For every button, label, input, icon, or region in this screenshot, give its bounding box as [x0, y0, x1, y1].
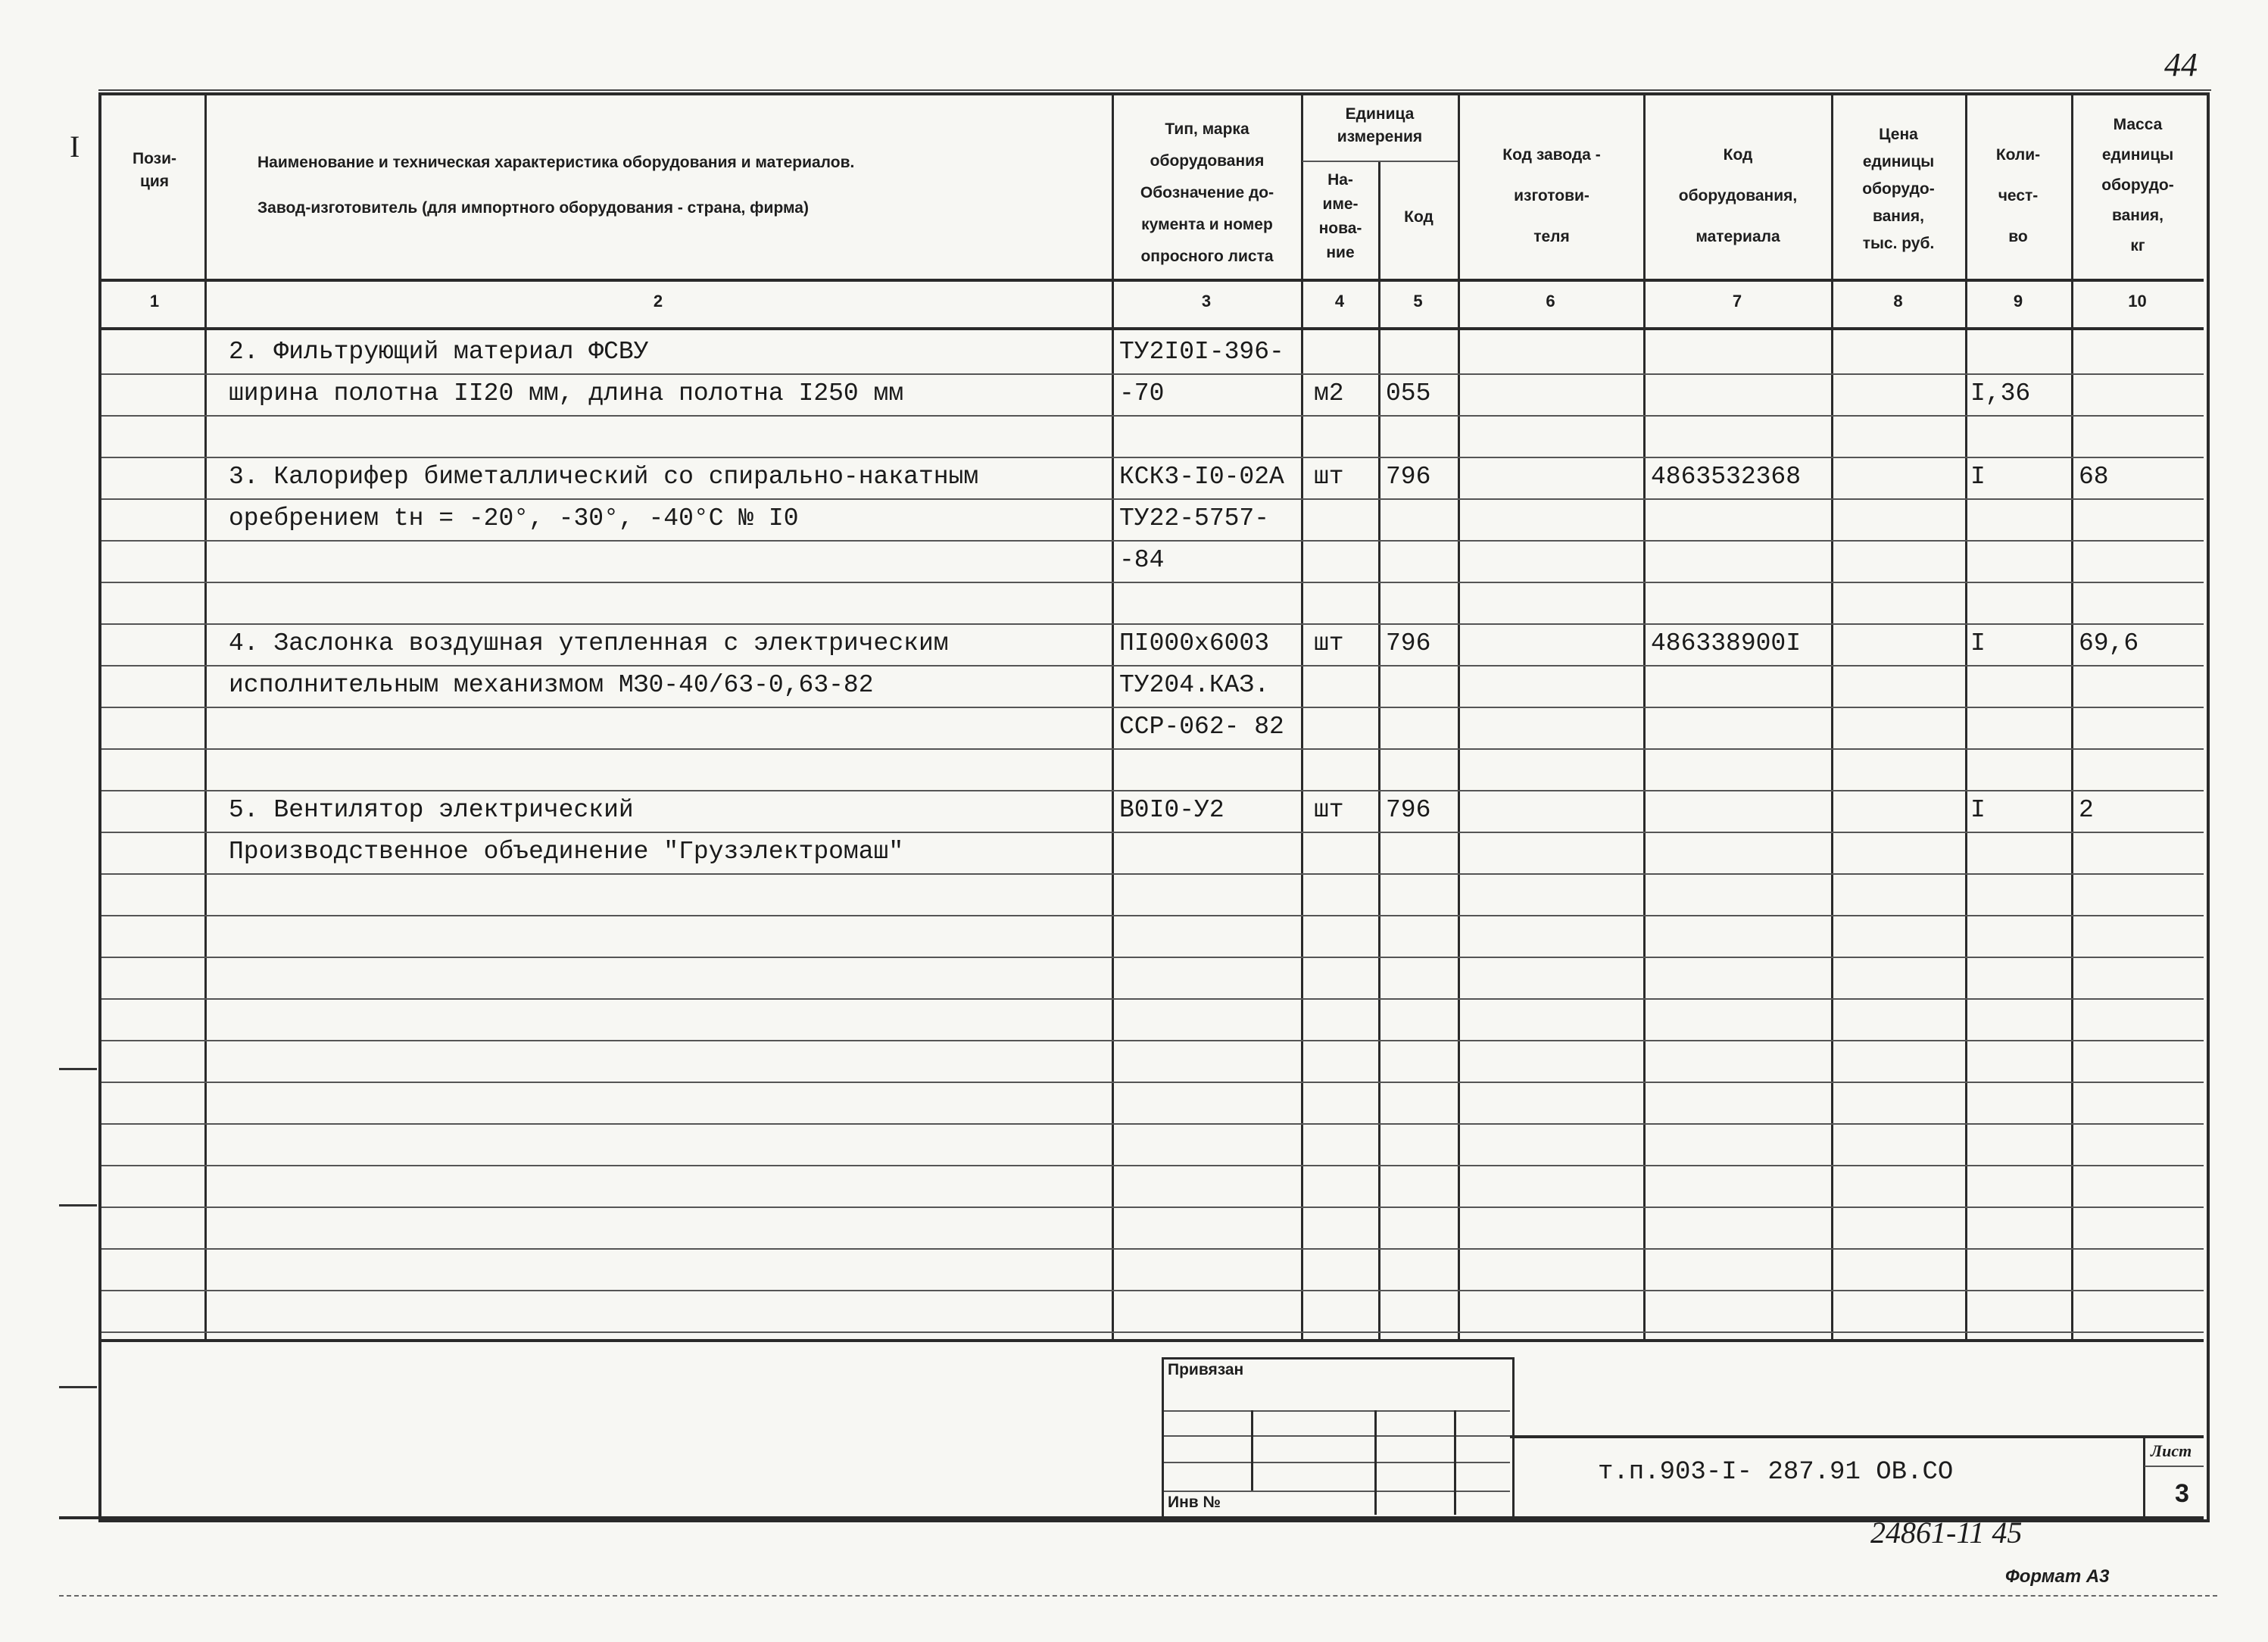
table-cell: 486338900I [1651, 629, 1802, 657]
margin-tick [59, 1386, 97, 1388]
table-cell: 5. Вентилятор электрический [229, 796, 634, 824]
table-cell: ТУ204.КАЗ. [1119, 671, 1270, 699]
table-cell: исполнительным механизмом МЗ0-40/63-0,63-82 [229, 671, 874, 699]
trim-line [59, 1595, 2217, 1597]
header-quantity: Коли- чест- во [1995, 146, 2041, 245]
table-cell: шт [1314, 796, 1344, 824]
col-divider [1643, 95, 1646, 1339]
inventory-label: Инв № [1168, 1494, 1221, 1511]
row-line [101, 1290, 2204, 1291]
stamp-top-line [1510, 1435, 2204, 1438]
sheet-divider [2143, 1435, 2145, 1516]
header-unit: Единица измерения [1337, 105, 1423, 145]
header-type: Тип, марка оборудования Обозначение до- кумента и номер опросного листа [1140, 120, 1274, 265]
row-line [101, 915, 2204, 916]
table-cell: ССР-062- 82 [1119, 713, 1284, 741]
table-cell: 2 [2079, 796, 2094, 824]
col-divider [2071, 95, 2073, 1339]
table-cell: 4863532368 [1651, 463, 1802, 491]
binding-divider [1164, 1491, 1510, 1492]
table-cell: шт [1314, 463, 1344, 491]
colnum: 7 [1732, 292, 1742, 311]
colnum: 4 [1334, 292, 1345, 311]
table-cell: 796 [1386, 796, 1431, 824]
table-cell: м2 [1314, 379, 1344, 407]
colnum: 3 [1201, 292, 1212, 311]
colnum: 9 [2013, 292, 2023, 311]
inventory-number: 24861-11 45 [1870, 1516, 2023, 1550]
table-cell: 4. Заслонка воздушная утепленная с электрическим [229, 629, 949, 657]
binding-label: Привязан [1168, 1361, 1244, 1378]
row-line [101, 1040, 2204, 1041]
binding-divider [1454, 1410, 1456, 1515]
table-cell: -70 [1119, 379, 1165, 407]
table-cell: ТУ22-5757- [1119, 504, 1270, 532]
table-cell: 68 [2079, 463, 2109, 491]
table-cell: 055 [1386, 379, 1431, 407]
binding-divider [1251, 1410, 1253, 1491]
table-cell: I [1970, 796, 1986, 824]
table-cell: I [1970, 629, 1986, 657]
table-cell: I [1970, 463, 1986, 491]
row-line [101, 790, 2204, 791]
header-mass: Масса единицы оборудо- вания, кг [2101, 116, 2174, 254]
page-number: 44 [2164, 46, 2198, 83]
colnum: 1 [149, 292, 160, 311]
col-divider [1831, 95, 1833, 1339]
paper-format: Формат А3 [2005, 1566, 2110, 1587]
row-line [101, 998, 2204, 1000]
sheet-divider [2145, 1466, 2204, 1467]
colnum: 8 [1893, 292, 1903, 311]
row-line [101, 1123, 2204, 1125]
binding-divider [1164, 1462, 1510, 1463]
table-cell: ширина полотна II20 мм, длина полотна I250 мм [229, 379, 904, 407]
sheet-label: Лист [2151, 1441, 2192, 1460]
row-line [101, 707, 2204, 708]
binding-divider [1164, 1435, 1510, 1437]
table-cell: оребрением tн = -20°, -30°, -40°С № I0 [229, 504, 799, 532]
table-cell: шт [1314, 629, 1344, 657]
roman-marker: I [70, 130, 80, 164]
row-line [101, 1165, 2204, 1166]
col-divider [1458, 95, 1460, 1339]
colnum-bottom-line [101, 327, 2204, 330]
col-divider [1301, 95, 1303, 1339]
row-line [101, 873, 2204, 875]
row-line [101, 832, 2204, 833]
colnum: 2 [653, 292, 663, 311]
colnum: 10 [2128, 292, 2147, 311]
unit-header-divider [1302, 161, 1458, 162]
row-line [101, 1082, 2204, 1083]
row-line [101, 457, 2204, 458]
row-line [101, 665, 2204, 666]
document-designation: т.п.903-I- 287.91 ОВ.СО [1598, 1458, 1954, 1487]
table-cell: ПI000х6003 [1119, 629, 1270, 657]
table-cell: Производственное объединение "Грузэлектромаш" [229, 838, 904, 866]
row-line [101, 1207, 2204, 1208]
table-cell: ТУ2I0I-396- [1119, 338, 1284, 366]
table-cell: 3. Калорифер биметаллический со спирально-накатным [229, 463, 979, 491]
binding-divider [1374, 1410, 1377, 1515]
header-bottom-line [101, 279, 2204, 282]
table-cell: 69,6 [2079, 629, 2139, 657]
row-line [101, 498, 2204, 500]
table-cell: -84 [1119, 546, 1165, 574]
header-price: Цена единицы оборудо- вания, тыс. руб. [1862, 126, 1935, 252]
row-line [101, 623, 2204, 625]
row-line [101, 957, 2204, 958]
sheet-number: 3 [2175, 1479, 2189, 1508]
table-bottom-line [101, 1339, 2204, 1342]
row-line [101, 540, 2204, 542]
header-equipment-code: Код оборудования, материала [1678, 146, 1798, 245]
col-divider [1112, 95, 1114, 1339]
binding-divider [1164, 1410, 1510, 1412]
table-cell: В0I0-У2 [1119, 796, 1224, 824]
row-line [101, 748, 2204, 750]
header-unit-code: Код [1404, 208, 1433, 226]
row-line [101, 582, 2204, 583]
row-line [101, 1331, 2204, 1333]
col-divider [1378, 162, 1380, 1339]
table-cell: 2. Фильтрующий материал ФСВУ [229, 338, 649, 366]
col-divider [1965, 95, 1967, 1339]
row-line [101, 415, 2204, 417]
col-divider [204, 95, 207, 1339]
table-cell: I,36 [1970, 379, 2031, 407]
header-maker-code: Код завода - изготови- теля [1502, 146, 1601, 245]
table-cell: 796 [1386, 629, 1431, 657]
header-position: Пози- ция [133, 150, 176, 190]
table-cell: КСК3-I0-02А [1119, 463, 1284, 491]
header-name: Наименование и техническая характеристика оборудования и материалов. Завод-изготовитель (для импортного оборудования - страна, фирма) [257, 154, 855, 217]
row-line [101, 373, 2204, 375]
table-cell: 796 [1386, 463, 1431, 491]
margin-tick [59, 1068, 97, 1070]
colnum: 6 [1546, 292, 1555, 311]
header-unit-name: На- име- нова- ние [1318, 171, 1362, 261]
margin-tick [59, 1204, 97, 1207]
colnum: 5 [1413, 292, 1423, 311]
row-line [101, 1248, 2204, 1250]
